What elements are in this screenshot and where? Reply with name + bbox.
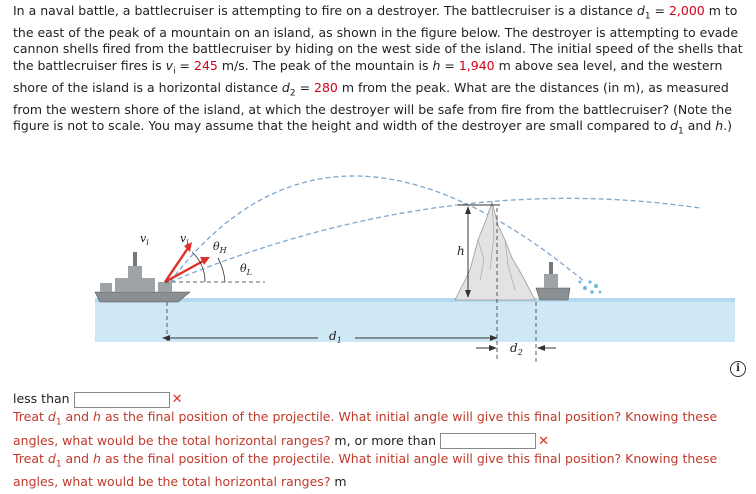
naval-battle-figure	[0, 130, 756, 390]
vi-vector-label: $v_i$	[180, 232, 189, 247]
vi-label-left: $v_i$	[140, 232, 149, 247]
vi-value: 245	[194, 57, 218, 73]
incorrect-icon-2: ✕	[538, 433, 549, 449]
h-value: 1,940	[458, 57, 495, 73]
sea	[95, 300, 735, 342]
problem-text: In a naval battle, a battlecruiser is attempting to fire on a destroyer. The battlecruiser is a distance $d_1 = 2,000$ m to the east of the peak of a mountain on an island, as shown in the figure below. The destroyer is attempting to evade cannon shells fired from the battlecruiser by hiding on the west side of the island. The initial speed of the shells that the battlecruiser fires is $v_i = 245$ m/s. The peak of the mountain is h = 1,940 m above sea level, and the western shore of the island is a horizontal distance $d_2 = 280$ m from the peak. What are the distances (in m), as measured from the western shore of the island, at which the destroyer will be safe from fire from the battlecruiser? (Note the figure is not to scale. You may assume that the height and width of the destroyer are small compared to $d_1$ and h.)	[13, 3, 743, 137]
d2-label: $d_2$	[510, 341, 523, 357]
hint-text-2: Treat $d_1$ and h as the final position of the projectile. What initial angle will give this final position? Knowing these angles, what would be the total horizontal ranges? m	[13, 450, 718, 489]
d1-label: $d_1$	[329, 329, 342, 345]
high-trajectory	[170, 176, 585, 282]
incorrect-icon: ✕	[171, 392, 183, 407]
d1-value: 2,000	[668, 3, 705, 18]
d2-value: 280	[314, 79, 338, 95]
info-icon[interactable]: i	[730, 361, 746, 377]
answer-input-less-than[interactable]	[74, 392, 170, 408]
answer-section	[13, 390, 748, 490]
theta-low-label: $\theta_L$	[240, 262, 252, 277]
answer-input-more-than[interactable]	[440, 433, 536, 449]
hint-text-1: Treat $d_1$ and h as the final position of the projectile. What initial angle will give this final position? Knowing these angles, what would be the total horizontal ranges? m, or more than ✕	[13, 409, 718, 449]
shell-splash	[579, 280, 602, 293]
destroyer-ship	[536, 262, 570, 300]
h-label: h	[457, 244, 465, 258]
less-than-label: less than	[13, 391, 70, 406]
theta-high-label: $\theta_H$	[213, 240, 227, 255]
mountain-island	[455, 202, 535, 300]
